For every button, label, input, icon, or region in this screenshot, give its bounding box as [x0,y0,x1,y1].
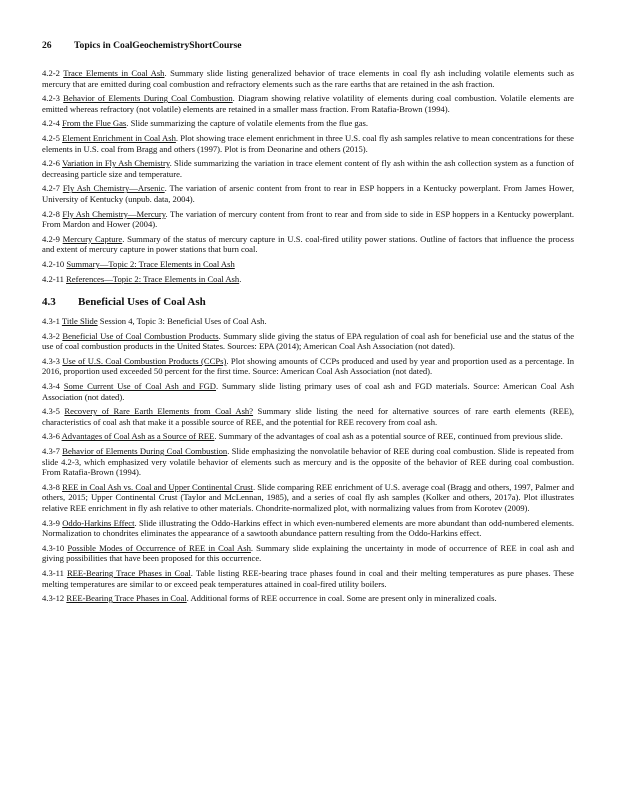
entry-description: . Slide summarizing the capture of volatile elements from the flue gas. [126,118,369,129]
slide-title-link[interactable]: Some Current Use of Coal Ash and FGD [63,381,217,392]
page-number: 26 [42,40,52,51]
entry-number: 4.2-11 [42,273,64,284]
entry-number: 4.3-5 [42,406,60,417]
entry-description: . Plot showing trace element enrichment in three U.S. coal fly ash samples relative to mean concentrations for these elements in U.S. coal from Bragg and others (1997). Plot is from Deonarine and others (2015). [42,132,574,154]
toc-entry [42,316,574,327]
entry-description: Summary slide listing the need for alternative sources of rare earth elements (REE), characteristics of coal ash that make it a possible source of REE, and the potential for REE recovery from coal ash. [42,406,574,427]
entry-description: . Summary of the advantages of coal ash as a potential source of REE, continued from previous slide. [214,431,563,442]
toc-entry [42,118,574,129]
slide-title-link[interactable]: References—Topic 2: Trace Elements in Coal Ash [66,273,240,284]
entry-description: Session 4, Topic 3: Beneficial Uses of Coal Ash. [97,316,267,327]
entry-description: . The variation of mercury content from front to rear and from side to side in ESP hoppers in a Kentucky powerplant. From Mardon and Hower (2004). [42,208,574,230]
slide-title-link[interactable]: Title Slide [61,316,98,327]
entry-description: . Summary slide listing generalized behavior of trace elements in coal fly ash including volatile elements such as mercury that are emitted during coal combustion and refractory elements such as the rare earths that are retained in the ash fraction. [42,68,574,89]
entry-description: . Diagram showing relative volatility of elements during coal combustion. Volatile elements are emitted whereas refractory (not volatile) elements are retained in a smaller mass fraction. From Ratafia-Brown (1994). [42,93,574,114]
slide-title-link[interactable]: Use of U.S. Coal Combustion Products (CCPs) [62,355,227,366]
slide-title-link[interactable]: Possible Modes of Occurrence of REE in Coal Ash [67,542,251,553]
section-4-3-entries [42,316,574,604]
slide-title-link[interactable]: Fly Ash Chemistry—Mercury [62,208,166,219]
slide-title-link[interactable]: REE-Bearing Trace Phases in Coal [66,593,187,604]
entry-description: . Slide emphasizing the nonvolatile behavior of REE during coal combustion. Slide is repeated from slide 4.2-3, which emphasized very volatile behavior of elements such as mercury and is the opposite of the behavior of REE during coal combustion. From Ratafia-Brown (1994). [42,446,574,478]
slide-title-link[interactable]: Recovery of Rare Earth Elements from Coal Ash? [64,406,254,417]
toc-entry [42,431,574,442]
slide-title-link[interactable]: Behavior of Elements During Coal Combustion [62,446,228,457]
entry-number: 4.3-7 [42,446,60,457]
slide-title-link[interactable]: Fly Ash Chemistry—Arsenic [62,183,165,194]
document-page [42,40,574,608]
toc-entry [42,259,574,270]
entry-description: . The variation of arsenic content from front to rear in ESP hoppers in a Kentucky powerplant. From James Hower, University of Kentucky (unpub. data, 2004). [42,183,574,204]
toc-entry [42,356,574,377]
slide-title-link[interactable]: Trace Elements in Coal Ash [63,68,165,78]
slide-title-link[interactable]: Beneficial Use of Coal Combustion Products [62,330,219,341]
entry-number: 4.3-9 [42,517,60,528]
entry-number: 4.2-6 [42,158,60,169]
slide-title-link[interactable]: Advantages of Coal Ash as a Source of REE [61,431,215,442]
entry-number: 4.3-3 [42,355,60,366]
slide-title-link[interactable]: Summary—Topic 2: Trace Elements in Coal Ash [66,258,235,269]
toc-entry [42,133,574,154]
entry-description: . Additional forms of REE occurrence in coal. Some are present only in mineralized coals. [186,593,497,604]
entry-number: 4.3-6 [42,431,60,442]
toc-entry [42,482,574,514]
entry-number: 4.2-3 [42,93,60,104]
slide-title-link[interactable]: Behavior of Elements During Coal Combustion [63,93,233,104]
toc-entry [42,183,574,204]
slide-title-link[interactable]: Mercury Capture [62,233,123,244]
entry-number: 4.2-10 [42,258,65,269]
toc-entry [42,234,574,255]
toc-entry [42,274,574,285]
slide-title-link[interactable]: Element Enrichment in Coal Ash [62,132,176,143]
slide-title-link[interactable]: REE in Coal Ash vs. Coal and Upper Continental Crust [62,481,253,492]
section-title: Beneficial Uses of Coal Ash [78,296,206,309]
slide-title-link[interactable]: From the Flue Gas [62,118,127,129]
entry-number: 4.3-10 [42,542,65,553]
entry-number: 4.3-1 [42,316,60,327]
section-heading [42,296,574,308]
toc-entry [42,68,574,89]
entry-number: 4.2-7 [42,183,60,194]
toc-entry [42,593,574,604]
entry-number: 4.2-9 [42,233,60,244]
entry-description: . [239,273,242,284]
slide-title-link[interactable]: REE-Bearing Trace Phases in Coal [66,567,191,578]
entry-description: . Slide comparing REE enrichment of U.S. average coal (Bragg and others, 1997, Palmer and others, 2015; Upper Continental Crust (Taylor and McLennan, 1985), and a series of coal fly ash samples (Kolker and others, 2017a). Plot illustrates relative REE enrichment in fly ash relative to other materials. Chondrite-normalized plot, with normalizing values from from Korotev (2009). [42,481,574,513]
toc-entry [42,331,574,352]
toc-entry [42,158,574,179]
entry-description: . Slide illustrating the Oddo-Harkins effect in which even-numbered elements are more abundant than odd-numbered elements. Normalization to chondrites eliminates the appearance of a sawtooth abundance pattern resulting from the Oddo-Harkins effect. [42,517,574,539]
entry-number: 4.3-11 [42,567,64,578]
entry-description: . Summary slide explaining the uncertainty in mode of occurrence of REE in coal ash and giving possibilities that have been proposed for this occurrence. [42,542,574,564]
toc-entry [42,518,574,539]
entry-number: 4.2-4 [42,118,60,129]
entry-description: . Summary of the status of mercury capture in U.S. coal-fired utility power stations. Outline of factors that influence the process and extent of mercury capture in power stations that burn coal. [42,233,574,255]
section-4-2-entries [42,68,574,284]
toc-entry [42,381,574,402]
toc-entry [42,93,574,114]
toc-entry [42,543,574,564]
entry-number: 4.2-5 [42,132,60,143]
toc-entry [42,406,574,427]
entry-description: . Plot showing amounts of CCPs produced and used by year and proportion used as a percentage. In 2016, proportion used exceeded 50 percent for the first time. Source: American Coal Ash Association (not dated). [42,355,575,377]
toc-entry [42,209,574,230]
entry-number: 4.2-2 [42,68,60,78]
entry-number: 4.3-8 [42,481,60,492]
entry-number: 4.3-2 [42,330,60,341]
entry-number: 4.3-12 [42,593,65,604]
slide-title-link[interactable]: Variation in Fly Ash Chemistry [62,158,170,169]
entry-description: . Summary slide listing primary uses of coal ash and FGD materials. Source: American Coal Ash Association (not dated). [42,381,575,402]
entry-description: . Table listing REE-bearing trace phases found in coal and their melting temperatures as pure phases. These melting temperatures are similar to or exceed peak temperatures attained in coal-fired utility boilers. [42,567,574,589]
section-number: 4.3 [42,296,56,309]
slide-title-link[interactable]: Oddo-Harkins Effect [62,517,135,528]
entry-number: 4.2-8 [42,208,60,219]
toc-entry [42,568,574,589]
entry-number: 4.3-4 [42,381,60,392]
entry-description: . Summary slide giving the status of EPA regulation of coal ash for beneficial use and the status of the use of coal combustion products in the United States. Sources: EPA (2014); American Coal Ash Association (not dated). [42,330,575,352]
entry-description: . Slide summarizing the variation in trace element content of fly ash within the ash collection system as a function of decreasing particle size and temperature. [42,158,574,179]
running-title: Topics in CoalGeochemistryShortCourse [74,40,242,51]
toc-entry [42,446,574,478]
running-head [42,40,574,51]
